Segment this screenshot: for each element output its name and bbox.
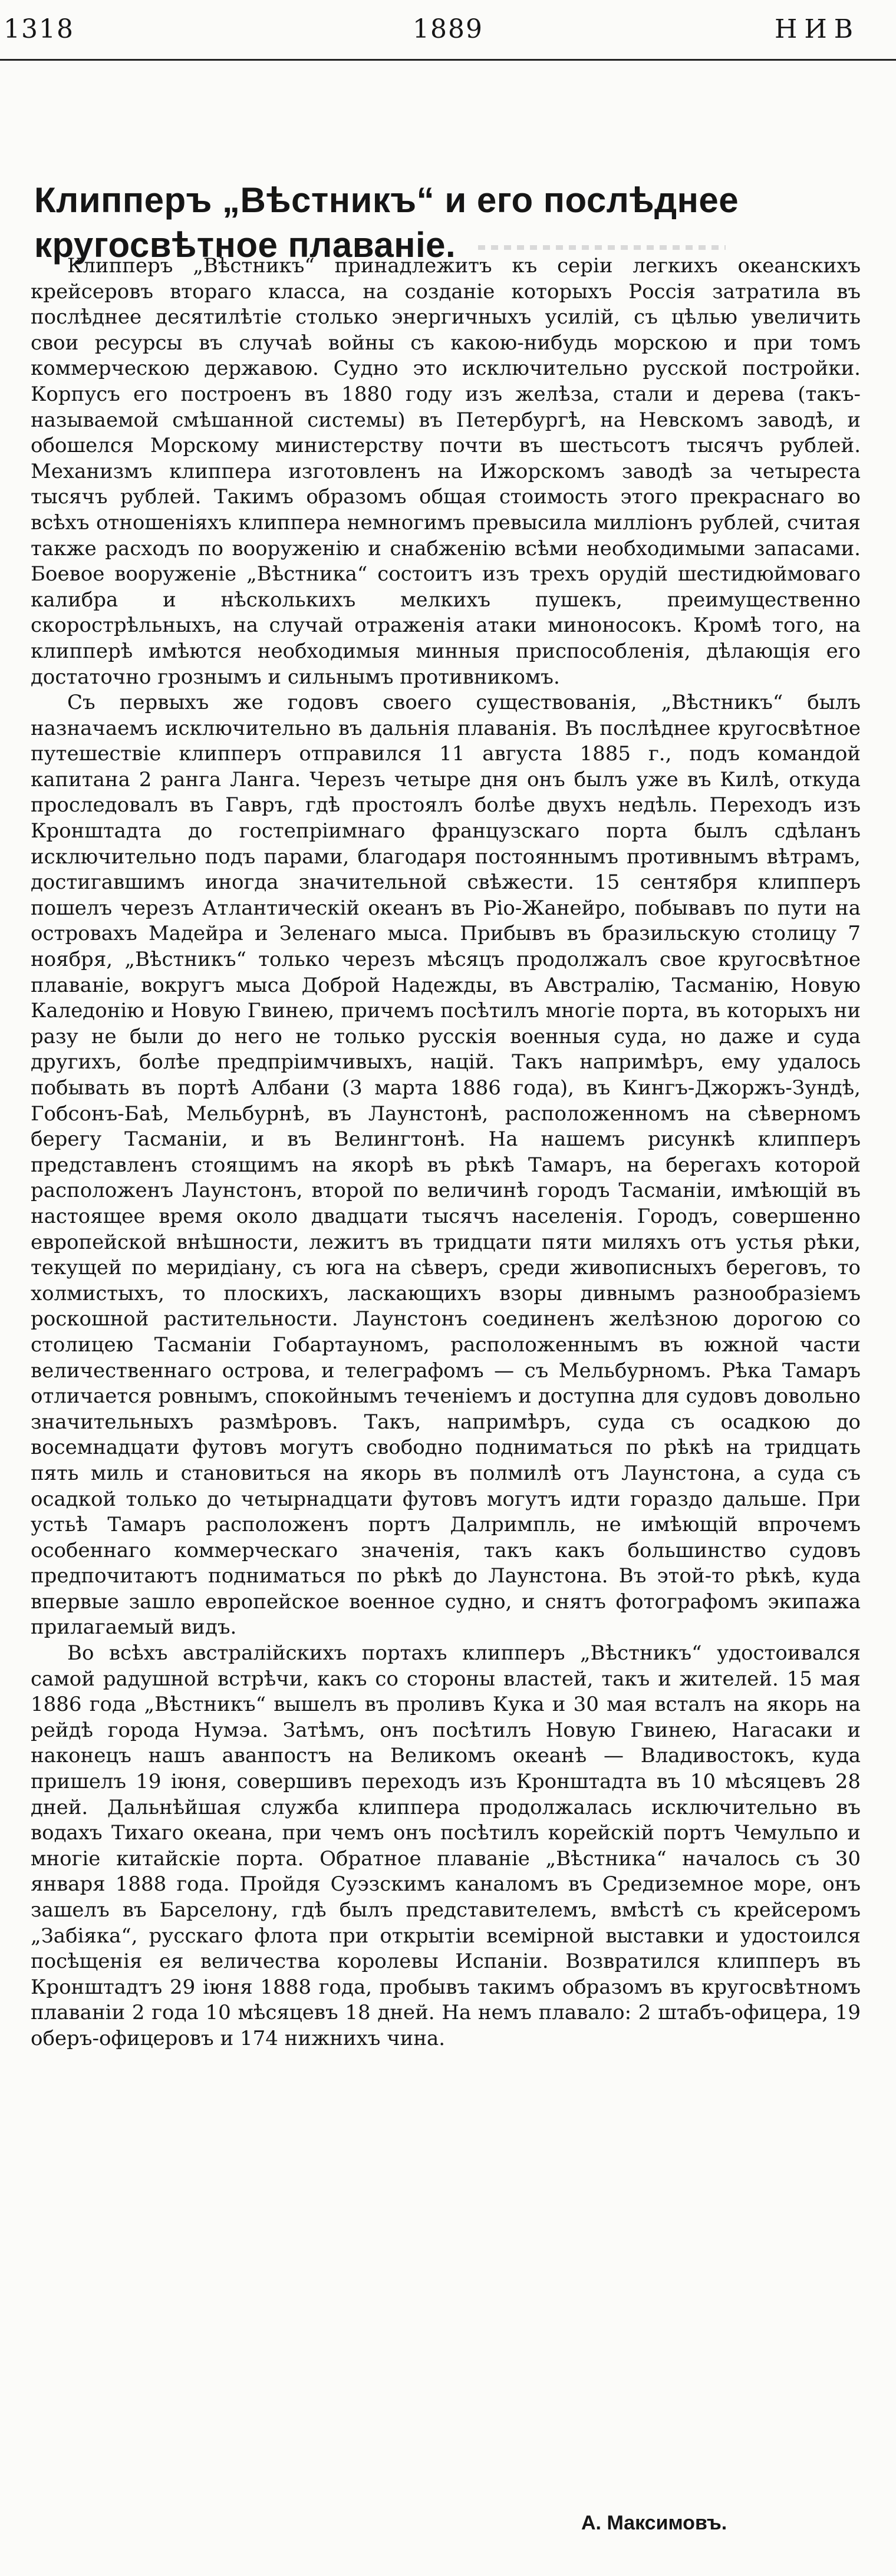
article-paragraph-2: Съ первыхъ же годовъ своего существованія, „Вѣстникъ“ былъ назначаемъ исключительно въ дальнія плаванія. Въ послѣднее кругосвѣтное путешествіе клипперъ отправился 11 августа 1885 г., подъ командой капитана 2 ранга Ланга. Черезъ четыре дня онъ былъ уже въ Килѣ, откуда проследовалъ въ Гавръ, гдѣ простоялъ болѣе двухъ недѣль. Переходъ изъ Кронштадта до гостепріимнаго французскаго порта былъ сдѣланъ исключительно подъ парами, благодаря постояннымъ противнымъ вѣтрамъ, достигавшимъ иногда значительной свѣжести. 15 сентября клипперъ пошелъ черезъ Атлантическій океанъ въ Ріо-Жанейро, побывавъ по пути на островахъ Мадейра и Зеленаго мыса. Прибывъ въ бразильскую столицу 7 ноября, „Вѣстникъ“ только черезъ мѣсяцъ продолжалъ свое кругосвѣтное плаваніе, вокругъ мыса Доброй Надежды, въ Австралію, Тасманію, Новую Каледонію и Новую Гвинею, причемъ посѣтилъ многіе порта, въ которыхъ ни разу не были до него не только русскія военныя суда, но даже и суда другихъ, болѣе предпріимчивыхъ, націй. Такъ напримѣръ, ему удалось побывать въ портѣ Албани (3 марта 1886 года), въ Кингъ-Джоржъ-Зундѣ, Гобсонъ-Баѣ, Мельбурнѣ, въ Лаунстонѣ, расположенномъ на сѣверномъ берегу Тасманіи, и въ Велингтонѣ. На нашемъ рисункѣ клипперъ представленъ стоящимъ на якорѣ въ рѣкѣ Тамаръ, на берегахъ которой расположенъ Лаунстонъ, второй по величинѣ городъ Тасманіи, имѣющій въ настоящее время около двадцати тысячъ населенія. Городъ, совершенно европейской внѣшности, лежитъ въ тридцати пяти миляхъ отъ устья рѣки, текущей по меридіану, съ юга на сѣверъ, среди живописныхъ береговъ, то холмистыхъ, то плоскихъ, ласкающихъ взоры дивнымъ разнообразіемъ роскошной растительности. Лаунстонъ соединенъ желѣзною дорогою со столицею Тасманіи Гобартауномъ, расположеннымъ въ южной части величественнаго острова, и телеграфомъ — съ Мельбурномъ. Рѣка Тамаръ отличается ровнымъ, спокойнымъ теченіемъ и доступна для судовъ довольно значительныхъ размѣровъ. Такъ, напримѣръ, суда съ осадкою до восемнадцати футовъ могутъ свободно подниматься по рѣкѣ на тридцать пять миль и становиться на якорь въ полмилѣ отъ Лаунстона, а суда съ осадкой только до четырнадцати футовъ могутъ идти гораздо дальше. При устьѣ Тамаръ расположенъ портъ Далримпль, не имѣющій впрочемъ особеннаго коммерческаго значенія, такъ какъ большинство судовъ предпочитаютъ подниматься по рѣкѣ до Лаунстона. Въ этой-то рѣкѣ, куда впервые зашло европейское военное судно, и снятъ фотографомъ экипажа прилагаемый видъ. xyxy=(31,691,861,1640)
header-year: 1889 xyxy=(413,14,483,44)
article-paragraph-3: Во всѣхъ австралійскихъ портахъ клипперъ „Вѣстникъ“ удостоивался самой радушной встрѣчи, какъ со стороны властей, такъ и жителей. 15 мая 1886 года „Вѣстникъ“ вышелъ въ проливъ Кука и 30 мая всталъ на якорь на рейдѣ города Нумэа. Затѣмъ, онъ посѣтилъ Новую Гвинею, Нагасаки и наконецъ нашъ аванпостъ на Великомъ океанѣ — Владивостокъ, куда пришелъ 19 іюня, совершивъ переходъ изъ Кронштадта въ 10 мѣсяцевъ 28 дней. Дальнѣйшая служба клиппера продолжалась исключительно въ водахъ Тихаго океана, при чемъ онъ посѣтилъ корейскій портъ Чемульпо и многіе китайскіе порта. Обратное плаваніе „Вѣстника“ началось съ 30 января 1888 года. Пройдя Суэзскимъ каналомъ въ Средиземное море, онъ зашелъ въ Барселону, гдѣ былъ представителемъ, вмѣстѣ съ крейсеромъ „Забіяка“, русскаго флота при открытіи всемірной выставки и удостоился посѣщенія ея величества королевы Испаніи. Возвратился клипперъ въ Кронштадтъ 29 іюня 1888 года, пробывъ такимъ образомъ въ кругосвѣтномъ плаваніи 2 года 10 мѣсяцевъ 18 дней. На немъ плавало: 2 штабъ-офицера, 19 оберъ-офицеровъ и 174 нижнихъ чина. xyxy=(31,1641,861,2050)
header-divider xyxy=(0,59,896,61)
page-header xyxy=(0,9,896,51)
page-number: 1318 xyxy=(4,14,74,44)
author-signature: А. Максимовъ. xyxy=(581,2512,727,2534)
print-smudge xyxy=(478,245,726,250)
article-body xyxy=(31,253,861,2052)
article-paragraph-1: Клипперъ „Вѣстникъ“ принадлежитъ къ серіи легкихъ океанскихъ крейсеровъ втораго класса, на созданіе которыхъ Россія затратила въ послѣднее десятилѣтіе столько энергичныхъ усилій, съ цѣлью увеличить свои ресурсы въ случаѣ войны съ какою-нибудь морскою и при томъ коммерческою державою. Судно это исключительно русской постройки. Корпусъ его построенъ въ 1880 году изъ желѣза, стали и дерева (такъ-называемой смѣшанной системы) въ Петербургѣ, на Невскомъ заводѣ, и обошелся Морскому министерству почти въ шестьсотъ тысячъ рублей. Механизмъ клиппера изготовленъ на Ижорскомъ заводѣ за четыреста тысячъ рублей. Такимъ образомъ общая стоимость этого прекраснаго во всѣхъ отношеніяхъ клиппера немногимъ превысила милліонъ рублей, считая также расходъ по вооруженію и снабженію всѣми необходимыми запасами. Боевое вооруженіе „Вѣстника“ состоитъ изъ трехъ орудій шестидюймоваго калибра и нѣсколькихъ мелкихъ пушекъ, преимущественно скорострѣльныхъ, на случай отраженія атаки миноносокъ. Кромѣ того, на клипперѣ имѣются необходимыя минныя приспособленія, дѣлающія его достаточно грознымъ и сильнымъ противникомъ. xyxy=(31,254,861,689)
journal-name: НИВ xyxy=(775,14,861,44)
article-title-text: Клипперъ „Вѣстникъ“ и его послѣднее кругосвѣтное плаваніе. xyxy=(34,180,739,265)
